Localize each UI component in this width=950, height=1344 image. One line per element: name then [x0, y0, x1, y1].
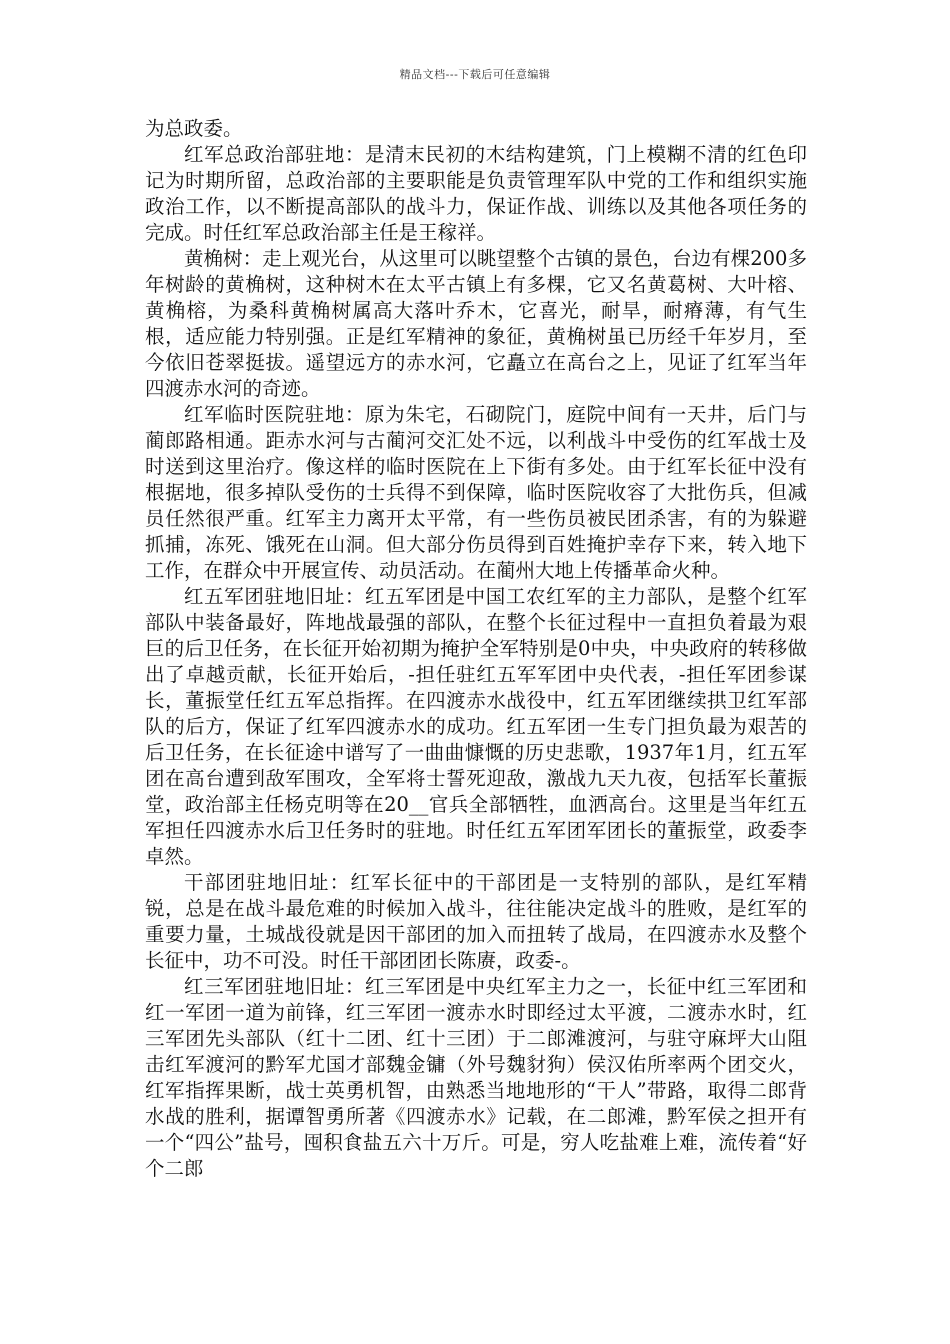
document-body [145, 116, 807, 1182]
paragraph-1: 为总政委。 [145, 117, 243, 140]
paragraph-4: 红军临时医院驻地：原为朱宅，石砌院门，庭院中间有一天井，后门与蔺郎路相通。距赤水河与古蔺河交汇处不远，以利战斗中受伤的红军战士及时送到这里治疗。像这样的临时医院在上下街有多处。由于红军长征中没有根据地，很多掉队受伤的士兵得不到保障，临时医院收容了大批伤兵，但减员任然很严重。红军主力离开太平常，有一些伤员被民团杀害，有的为躲避抓捕，冻死、饿死在山洞。但大部分伤员得到百姓掩护幸存下来，转入地下工作，在群众中开展宣传、动员活动。在蔺州大地上传播革命火种。 [145, 403, 807, 582]
page-header: 精品文档---下载后可任意编辑 [399, 68, 551, 81]
paragraph-7: 红三军团驻地旧址：红三军团是中央红军主力之一，长征中红三军团和红一军团一道为前锋，红三军团一渡赤水时即经过太平渡，二渡赤水时，红三军团先头部队（红十二团、红十三团）于二郎滩渡河，与驻守麻坪大山阻击红军渡河的黔军尤国才部魏金镛（外号魏豺狗）侯汉佑所率两个团交火，红军指挥果断，战士英勇机智，由熟悉当地地形的“干人”带路，取得二郎背水战的胜利，据谭智勇所著《四渡赤水》记载，在二郎滩，黔军侯之担开有一个“四公”盐号，囤积食盐五六十万斤。可是，穷人吃盐难上难，流传着“好个二郎 [145, 975, 807, 1180]
paragraph-3: 黄桷树：走上观光台，从这里可以眺望整个古镇的景色，台边有棵200多年树龄的黄桷树，这种树木在太平古镇上有多棵，它又名黄葛树、大叶榕、黄桷榕，为桑科黄桷树属高大落叶乔木，它喜光，耐旱，耐瘠薄，有气生根，适应能力特别强。正是红军精神的象征，黄桷树虽已历经千年岁月，至今依旧苍翠挺拔。遥望远方的赤水河，它矗立在高台之上，见证了红军当年四渡赤水河的奇迹。 [145, 247, 807, 400]
paragraph-6: 干部团驻地旧址：红军长征中的干部团是一支特别的部队，是红军精锐，总是在战斗最危难的时候加入战斗，往往能决定战斗的胜败，是红军的重要力量，土城战役就是因干部团的加入而扭转了战局，在四渡赤水及整个长征中，功不可没。时任干部团团长陈赓，政委-。 [145, 871, 807, 972]
paragraph-5: 红五军团驻地旧址：红五军团是中国工农红军的主力部队，是整个红军部队中装备最好，阵地战最强的部队，在整个长征过程中一直担负着最为艰巨的后卫任务，在长征开始初期为掩护全军特别是0中央，中央政府的转移做出了卓越贡献，长征开始后，-担任驻红五军军团中央代表，-担任军团参谋长，董振堂任红五军总指挥。在四渡赤水战役中，红五军团继续拱卫红军部队的后方，保证了红军四渡赤水的成功。红五军团一生专门担负最为艰苦的后卫任务，在长征途中谱写了一曲曲慷慨的历史悲歌，1937年1月，红五军团在高台遭到敌军围攻，全军将士誓死迎敌，激战九天九夜，包括军长董振堂，政治部主任杨克明等在20__官兵全部牺牲，血洒高台。这里是当年红五军担任四渡赤水后卫任务时的驻地。时任红五军团军团长的董振堂，政委李卓然。 [145, 585, 807, 868]
paragraph-2: 红军总政治部驻地：是清末民初的木结构建筑，门上模糊不清的红色印记为时期所留，总政治部的主要职能是负责管理军队中党的工作和组织实施政治工作，以不断提高部队的战斗力，保证作战、训练以及其他各项任务的完成。时任红军总政治部主任是王稼祥。 [145, 143, 807, 244]
